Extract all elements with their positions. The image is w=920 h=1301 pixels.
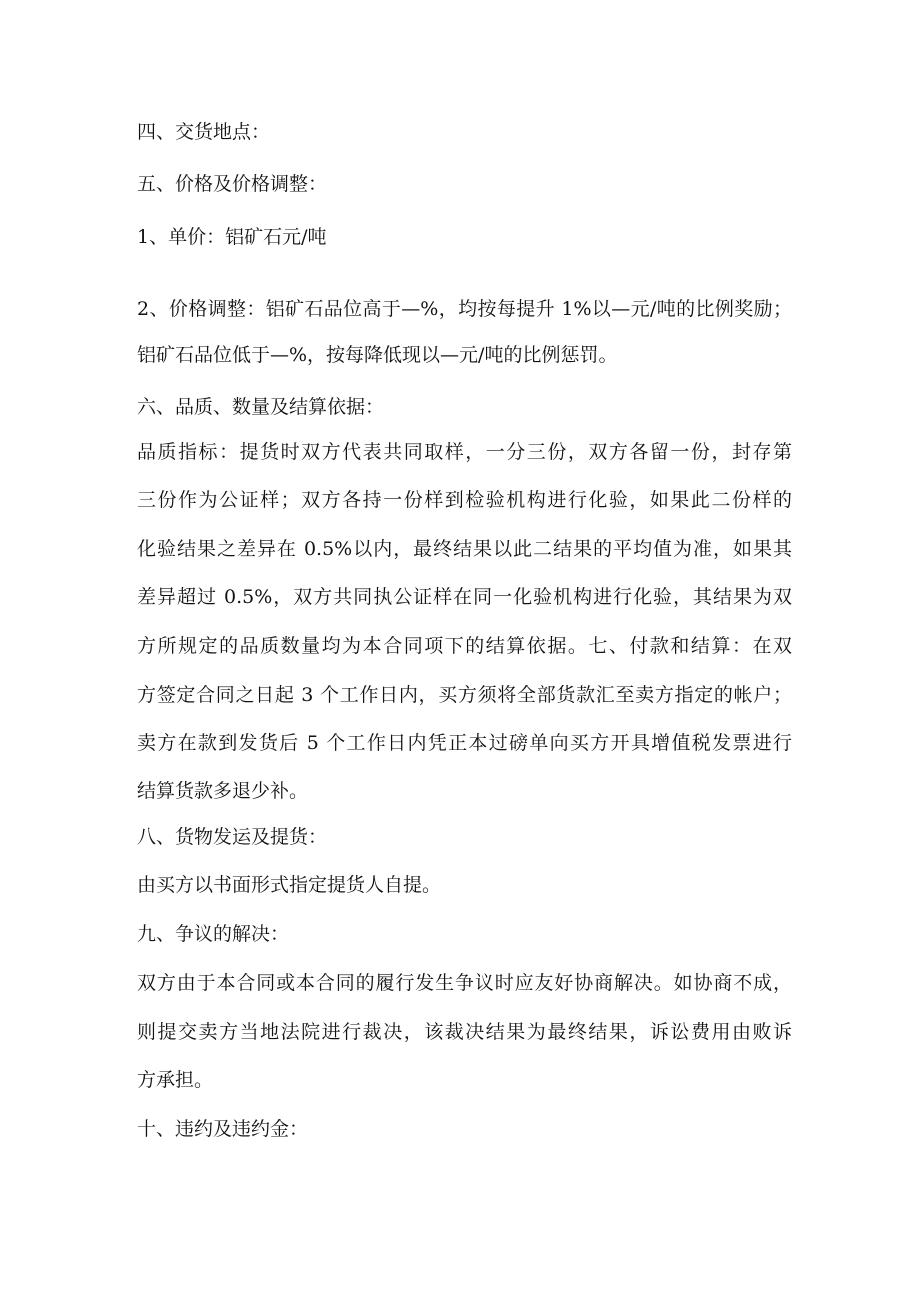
section-heading-5: 五、价格及价格调整： [137, 173, 328, 195]
section-heading-9: 九、争议的解决： [137, 923, 290, 945]
quality-paragraph-line-5: 方所规定的品质数量均为本合同项下的结算依据。七、付款和结算：在双 [137, 635, 792, 657]
quality-paragraph-line-8: 结算货款多退少补。 [137, 780, 309, 802]
dispute-paragraph-line-1: 双方由于本合同或本合同的履行发生争议时应友好协商解决。如协商不成， [137, 972, 792, 994]
section-heading-4: 四、交货地点： [137, 121, 271, 143]
section-heading-8: 八、货物发运及提货： [137, 826, 328, 848]
section-heading-6: 六、品质、数量及结算依据： [137, 396, 385, 418]
unit-price-line: 1、单价：铝矿石元/吨 [137, 226, 327, 248]
delivery-paragraph: 由买方以书面形式指定提货人自提。 [137, 874, 442, 896]
quality-paragraph-line-3: 化验结果之差异在 0.5%以内，最终结果以此二结果的平均值为准，如果其 [137, 538, 792, 560]
section-heading-10: 十、违约及违约金： [137, 1118, 309, 1140]
price-adjustment-line-1: 2、价格调整：铝矿石品位高于—%，均按每提升 1%以—元/吨的比例奖励； [137, 298, 792, 320]
quality-paragraph-line-1: 品质指标：提货时双方代表共同取样，一分三份，双方各留一份，封存第 [137, 441, 792, 463]
quality-paragraph-line-7: 卖方在款到发货后 5 个工作日内凭正本过磅单向买方开具增值税发票进行 [137, 732, 792, 754]
dispute-paragraph-line-2: 则提交卖方当地法院进行裁决，该裁决结果为最终结果，诉讼费用由败诉 [137, 1021, 792, 1043]
quality-paragraph-line-6: 方签定合同之日起 3 个工作日内，买方须将全部货款汇至卖方指定的帐户； [137, 684, 792, 706]
price-adjustment-line-2: 铝矿石品位低于—%，按每降低现以—元/吨的比例惩罚。 [137, 344, 618, 366]
dispute-paragraph-line-3: 方承担。 [137, 1069, 214, 1091]
quality-paragraph-line-2: 三份作为公证样；双方各持一份样到检验机构进行化验，如果此二份样的 [137, 489, 792, 511]
quality-paragraph-line-4: 差异超过 0.5%，双方共同执公证样在同一化验机构进行化验，其结果为双 [137, 586, 792, 608]
